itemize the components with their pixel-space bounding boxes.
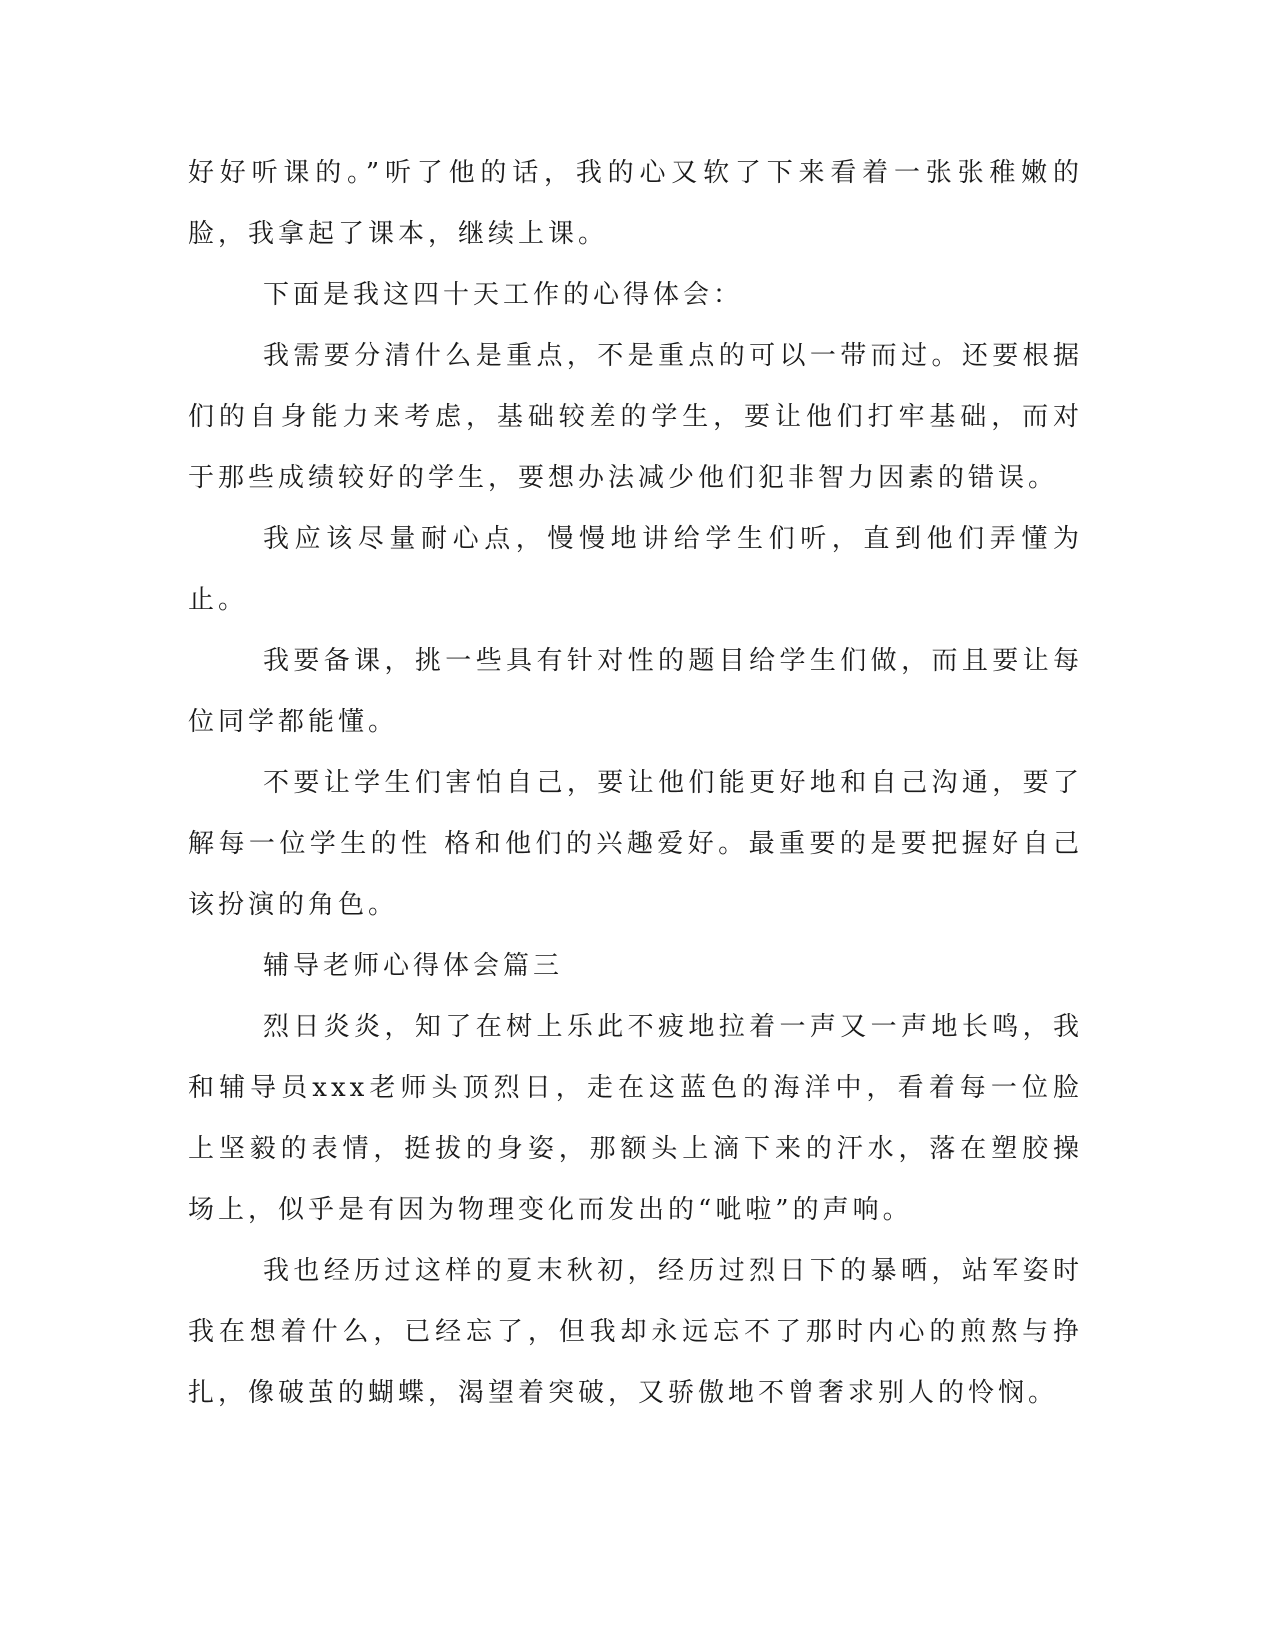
paragraph-military-training: 烈日炎炎，知了在树上乐此不疲地拉着一声又一声地长鸣，我和辅导员xxx老师头顶烈日，走在这蓝色的海洋中，看着每一位脸上坚毅的表情，挺拔的身姿，那额头上滴下来的汗水，落在塑胶操场上，似乎是有因为物理变化而发出的“呲啦”的声响。 (188, 1012, 1083, 1225)
paragraph-key-points: 我需要分清什么是重点，不是重点的可以一带而过。还要根据们的自身能力来考虑，基础较差的学生，要让他们打牢基础，而对于那些成绩较好的学生，要想办法减少他们犯非智力因素的错误。 (188, 341, 1083, 493)
paragraph-continued-dialogue: 好好听课的。”听了他的话，我的心又软了下来看着一张张稚嫩的脸，我拿起了课本，继续上课。 (188, 158, 1083, 249)
section-heading: 辅导老师心得体会篇三 (263, 951, 564, 981)
paragraph-communication: 不要让学生们害怕自己，要让他们能更好地和自己沟通，要了解每一位学生的性 格和他们的兴趣爱好。最重要的是要把握好自己该扮演的角色。 (188, 768, 1083, 920)
paragraph-personal-memory: 我也经历过这样的夏末秋初，经历过烈日下的暴晒，站军姿时我在想着什么，已经忘了，但我却永远忘不了那时内心的煎熬与挣扎，像破茧的蝴蝶，渴望着突破，又骄傲地不曾奢求别人的怜悯。 (188, 1256, 1083, 1408)
paragraph-intro-reflections: 下面是我这四十天工作的心得体会： (263, 280, 744, 310)
paragraph-patience: 我应该尽量耐心点，慢慢地讲给学生们听，直到他们弄懂为止。 (188, 524, 1083, 615)
paragraph-lesson-prep: 我要备课，挑一些具有针对性的题目给学生们做，而且要让每位同学都能懂。 (188, 646, 1083, 737)
document-body (188, 143, 1083, 1424)
